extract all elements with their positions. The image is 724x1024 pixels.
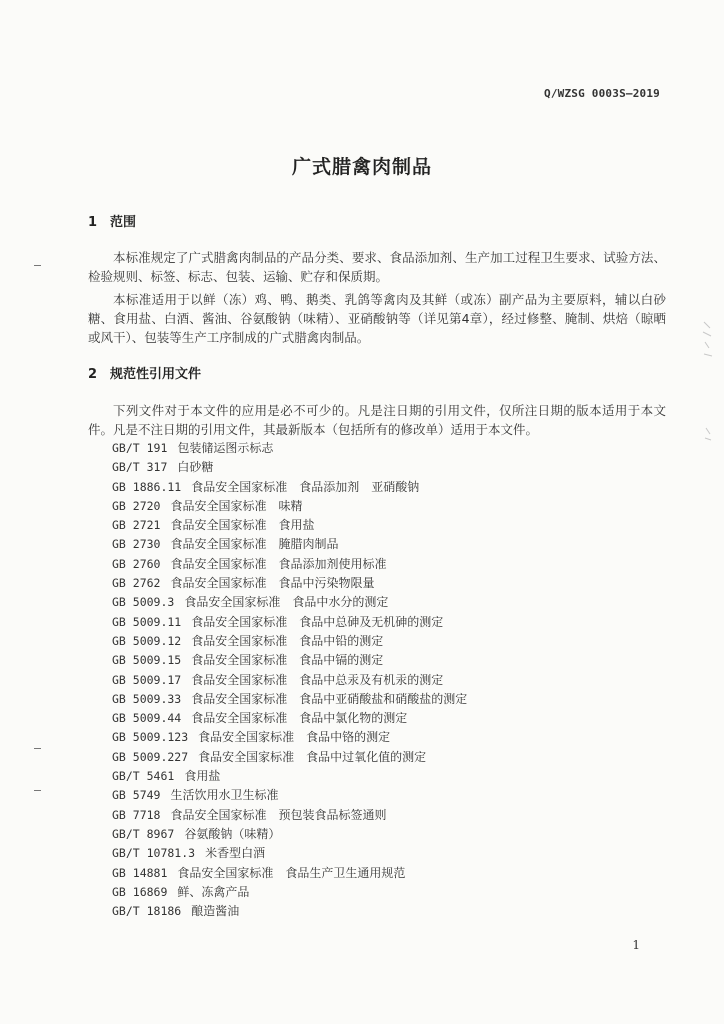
page-number: 1: [632, 938, 640, 952]
reference-title: 食品安全国家标准 食品中铅的测定: [191, 633, 384, 648]
reference-title: 食品安全国家标准 食品中过氧化值的测定: [198, 749, 427, 764]
reference-code: GB 5009.12: [112, 633, 182, 648]
reference-code: GB 5009.15: [112, 653, 182, 668]
reference-title: 食品安全国家标准 腌腊肉制品: [170, 537, 339, 552]
reference-title: 米香型白酒: [205, 846, 266, 861]
section-title: 范围: [110, 215, 137, 230]
section-title: 规范性引用文件: [110, 367, 202, 382]
reference-item: [112, 748, 467, 767]
reference-item: [112, 478, 467, 497]
reference-item: [112, 458, 467, 477]
section-number: 2: [88, 367, 98, 382]
reference-title: 食品安全国家标准 食品中铬的测定: [198, 730, 391, 745]
reference-item: [112, 439, 467, 458]
reference-item: [112, 651, 467, 670]
reference-code: GB/T 8967: [112, 826, 175, 841]
binding-mark-icon: [700, 318, 716, 448]
reference-item: [112, 671, 467, 690]
reference-title: 食品安全国家标准 食品中水分的测定: [184, 595, 389, 610]
reference-title: 食品安全国家标准 食用盐: [170, 518, 315, 533]
reference-item: [112, 516, 467, 535]
reference-code: GB 2721: [112, 518, 161, 533]
reference-title: 食品安全国家标准 食品中镉的测定: [191, 653, 384, 668]
reference-code: GB 2730: [112, 537, 161, 552]
reference-item: [112, 709, 467, 728]
reference-item: [112, 902, 467, 921]
reference-code: GB 5009.44: [112, 711, 182, 726]
reference-item: [112, 632, 467, 651]
reference-code: GB 1886.11: [112, 479, 182, 494]
reference-code: GB 2762: [112, 576, 161, 591]
reference-title: 食品安全国家标准 预包装食品标签通则: [170, 807, 387, 822]
reference-item: [112, 864, 467, 883]
reference-title: 酿造酱油: [191, 904, 240, 919]
reference-code: GB 5009.33: [112, 691, 182, 706]
reference-title: 谷氨酸钠（味精）: [184, 826, 281, 841]
scope-paragraph-1: 本标准规定了广式腊禽肉制品的产品分类、要求、食品添加剂、生产加工过程卫生要求、试验方法、检验规则、标签、标志、包装、运输、贮存和保质期。: [88, 250, 666, 284]
reference-item: [112, 728, 467, 747]
reference-item: [112, 786, 467, 805]
reference-title: 食品安全国家标准 食品中亚硝酸盐和硝酸盐的测定: [191, 691, 468, 706]
reference-code: GB/T 10781.3: [112, 846, 196, 861]
reference-code: GB 7718: [112, 807, 161, 822]
reference-title: 包装储运图示标志: [177, 441, 274, 455]
reference-code: GB/T 317: [112, 460, 168, 475]
reference-code: GB 5009.17: [112, 672, 182, 687]
reference-code: GB 5009.123: [112, 730, 189, 745]
standard-code: Q/WZSG 0003S—2019: [544, 87, 660, 100]
document-title: 广式腊禽肉制品: [291, 156, 432, 178]
reference-title: 食品安全国家标准 食品中总汞及有机汞的测定: [191, 672, 444, 687]
reference-item: [112, 806, 467, 825]
scope-paragraph-2: 本标准适用于以鲜（冻）鸡、鸭、鹅类、乳鸽等禽肉及其鲜（或冻）副产品为主要原料，辅以白砂糖、食用盐、白酒、酱油、谷氨酸钠（味精）、亚硝酸钠等（详见第4章），经过修整、腌制、烘焙（晾晒或风干）、包装等生产工序制成的广式腊禽肉制品。: [88, 292, 666, 345]
reference-code: GB/T 5461: [112, 769, 175, 784]
reference-title: 生活饮用水卫生标准: [170, 788, 279, 803]
references-intro: 下列文件对于本文件的应用是必不可少的。凡是注日期的引用文件，仅所注日期的版本适用于本文件。凡是不注日期的引用文件，其最新版本（包括所有的修改单）适用于本文件。: [88, 403, 666, 437]
margin-tick: [34, 748, 41, 749]
reference-code: GB 2760: [112, 556, 161, 571]
section-number: 1: [88, 215, 98, 230]
reference-code: GB/T 18186: [112, 904, 182, 919]
reference-list: [112, 439, 467, 921]
reference-item: [112, 844, 467, 863]
section-1-heading: [88, 211, 136, 230]
reference-title: 鲜、冻禽产品: [177, 884, 250, 899]
reference-code: GB 5749: [112, 788, 161, 803]
reference-item: [112, 767, 467, 786]
reference-code: GB 16869: [112, 884, 168, 899]
reference-title: 白砂糖: [177, 460, 214, 475]
reference-title: 食品安全国家标准 味精: [170, 498, 303, 513]
reference-title: 食用盐: [184, 769, 221, 784]
reference-item: [112, 593, 467, 612]
reference-title: 食品安全国家标准 食品生产卫生通用规范: [177, 865, 406, 880]
reference-item: [112, 883, 467, 902]
reference-title: 食品安全国家标准 食品添加剂 亚硝酸钠: [191, 479, 420, 494]
reference-title: 食品安全国家标准 食品中污染物限量: [170, 576, 375, 591]
reference-title: 食品安全国家标准 食品中总砷及无机砷的测定: [191, 614, 444, 629]
reference-item: [112, 574, 467, 593]
reference-item: [112, 555, 467, 574]
reference-item: [112, 613, 467, 632]
reference-title: 食品安全国家标准 食品添加剂使用标准: [170, 556, 387, 571]
reference-code: GB 14881: [112, 865, 168, 880]
reference-item: [112, 690, 467, 709]
reference-code: GB 5009.227: [112, 749, 189, 764]
reference-title: 食品安全国家标准 食品中氯化物的测定: [191, 711, 408, 726]
section-2-heading: [88, 363, 201, 382]
margin-tick: [34, 265, 41, 266]
reference-code: GB/T 191: [112, 441, 168, 455]
reference-code: GB 5009.3: [112, 595, 175, 610]
reference-code: GB 2720: [112, 498, 161, 513]
reference-code: GB 5009.11: [112, 614, 182, 629]
reference-item: [112, 497, 467, 516]
reference-item: [112, 535, 467, 554]
reference-item: [112, 825, 467, 844]
margin-tick: [34, 790, 41, 791]
